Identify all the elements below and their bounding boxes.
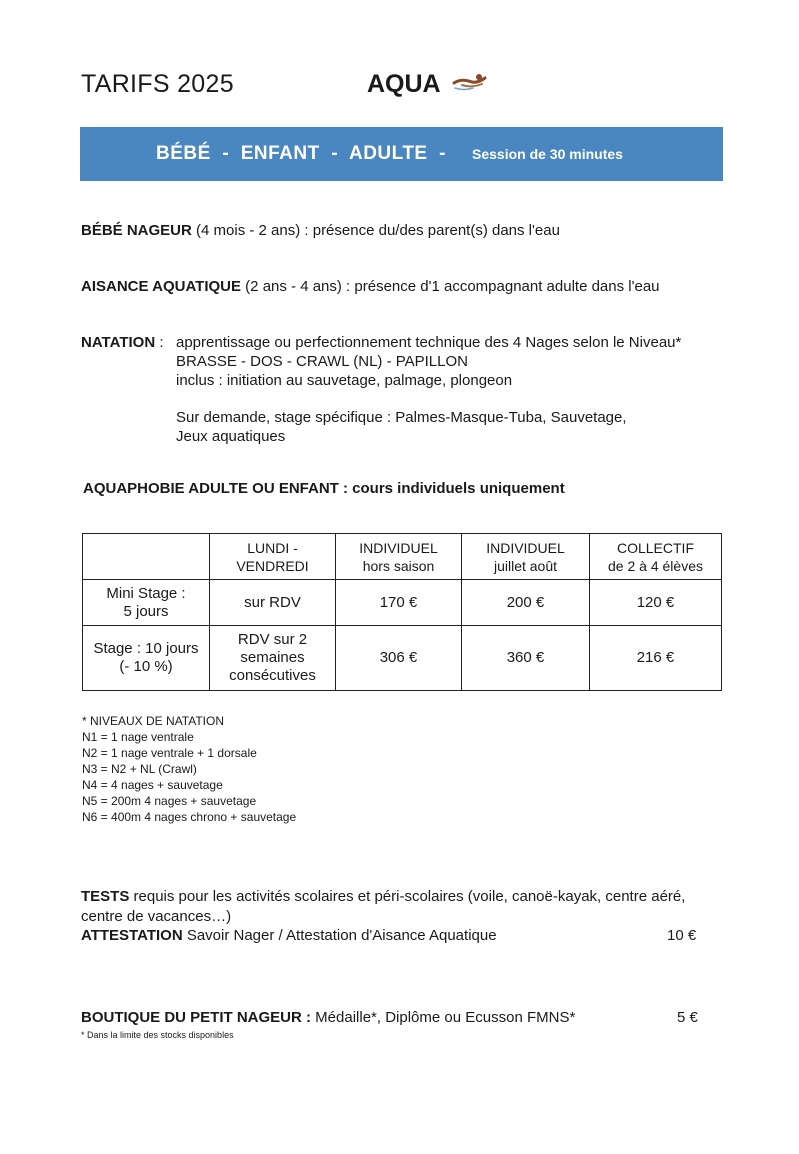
activity-aisance-aquatique	[81, 277, 660, 296]
attestation-line	[81, 926, 497, 945]
natation-extra-line: Sur demande, stage spécifique : Palmes-Masque-Tuba, Sauvetage,	[176, 409, 627, 426]
brand-name: AQUA	[367, 70, 441, 98]
activity-name: NATATION	[81, 334, 156, 351]
tests-line-2: centre de vacances…)	[81, 908, 232, 925]
boutique-text: Médaille*, Diplôme ou Ecusson FMNS*	[311, 1009, 576, 1026]
table-row	[83, 580, 722, 626]
natation-extra-line: Jeux aquatiques	[176, 428, 286, 445]
level-item: N6 = 400m 4 nages chrono + sauvetage	[82, 810, 297, 824]
activity-desc: (4 mois - 2 ans) : présence du/des parent(s) dans l'eau	[191, 222, 560, 239]
activity-aquaphobie: AQUAPHOBIE ADULTE OU ENFANT : cours individuels uniquement	[83, 480, 565, 497]
price-cell: 216 €	[590, 626, 722, 691]
row-label: Mini Stage : 5 jours	[83, 580, 210, 626]
activity-desc: (2 ans - 4 ans) : présence d'1 accompagnant adulte dans l'eau	[241, 278, 660, 295]
level-item: N4 = 4 nages + sauvetage	[82, 778, 223, 792]
table-row	[83, 626, 722, 691]
price-cell: 306 €	[336, 626, 462, 691]
activity-name: AISANCE AQUATIQUE	[81, 278, 242, 295]
tests-desc: requis pour les activités scolaires et péri-scolaires (voile, canoë-kayak, centre aéré,	[129, 888, 686, 905]
activity-name: BÉBÉ NAGEUR	[81, 222, 192, 239]
swim-levels	[82, 713, 296, 825]
table-header-row	[83, 534, 722, 580]
tests-label: TESTS	[81, 888, 130, 905]
natation-description	[176, 333, 681, 390]
boutique-label: BOUTIQUE DU PETIT NAGEUR :	[81, 1009, 312, 1026]
table-header-cell: INDIVIDUEL hors saison	[336, 534, 462, 580]
attestation-text: Savoir Nager / Attestation d'Aisance Aquatique	[182, 927, 497, 944]
session-banner	[80, 127, 723, 181]
attestation-price: 10 €	[667, 927, 697, 944]
row-label: Stage : 10 jours (- 10 %)	[83, 626, 210, 691]
boutique-price: 5 €	[677, 1009, 698, 1026]
natation-line: inclus : initiation au sauvetage, palmage, plongeon	[176, 372, 513, 389]
activity-natation	[81, 333, 168, 352]
boutique-line	[81, 1008, 575, 1027]
levels-title: * NIVEAUX DE NATATION	[82, 714, 225, 728]
price-cell: 120 €	[590, 580, 722, 626]
level-item: N1 = 1 nage ventrale	[82, 730, 194, 744]
boutique-footnote: * Dans la limite des stocks disponibles	[81, 1030, 234, 1040]
natation-line: BRASSE - DOS - CRAWL (NL) - PAPILLON	[176, 353, 468, 370]
swimmer-icon	[452, 70, 488, 92]
table-header-cell: INDIVIDUEL juillet août	[462, 534, 590, 580]
table-header-cell: COLLECTIF de 2 à 4 élèves	[590, 534, 722, 580]
rates-table	[82, 533, 722, 691]
table-header-cell: LUNDI - VENDREDI	[210, 534, 336, 580]
level-item: N3 = N2 + NL (Crawl)	[82, 762, 197, 776]
row-schedule: sur RDV	[210, 580, 336, 626]
level-item: N2 = 1 nage ventrale + 1 dorsale	[82, 746, 257, 760]
price-cell: 360 €	[462, 626, 590, 691]
activity-separator: :	[155, 334, 168, 351]
banner-categories: BÉBÉ - ENFANT - ADULTE -	[156, 143, 446, 164]
page-title: TARIFS 2025	[81, 70, 234, 98]
attestation-label: ATTESTATION	[81, 927, 183, 944]
price-cell: 170 €	[336, 580, 462, 626]
row-schedule: RDV sur 2 semaines consécutives	[210, 626, 336, 691]
table-header-empty	[83, 534, 210, 580]
banner-session-duration: Session de 30 minutes	[472, 146, 623, 162]
natation-extra	[176, 408, 627, 446]
natation-line: apprentissage ou perfectionnement technique des 4 Nages selon le Niveau*	[176, 334, 682, 351]
price-cell: 200 €	[462, 580, 590, 626]
activity-bebe-nageur	[81, 221, 560, 240]
level-item: N5 = 200m 4 nages + sauvetage	[82, 794, 257, 808]
tests-line	[81, 887, 685, 906]
